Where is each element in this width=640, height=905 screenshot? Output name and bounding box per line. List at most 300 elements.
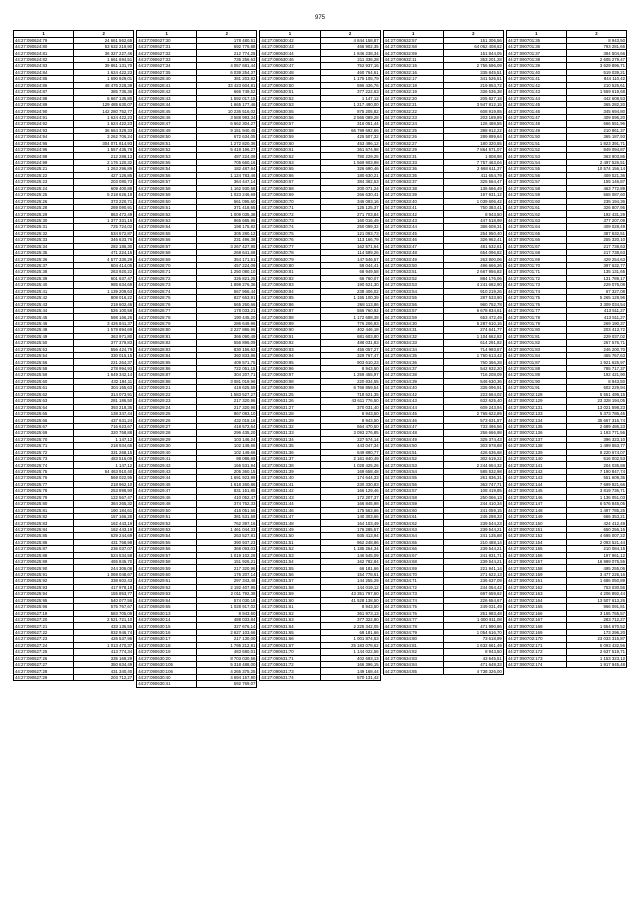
table-header-row (260, 31, 380, 38)
cadastral-number-cell: 44:27:090625:86 (14, 539, 74, 545)
cadastral-number-cell: 44:27:090701:46 (506, 108, 566, 114)
cadastral-number-cell: 44:27:090630:94 (260, 353, 320, 359)
cadastral-number-cell: 44:27:090701:81 (506, 333, 566, 339)
cadastral-number-cell: 44:27:090630:60 (260, 140, 320, 146)
cadastral-number-cell: 44:27:090633:59 (383, 314, 443, 320)
cadastral-value-cell: 6 766 859,54 (320, 385, 380, 391)
cadastral-value-cell: 604 414,05 (74, 262, 134, 268)
cadastral-value-cell: 583 705,09 (74, 610, 134, 616)
cadastral-value-cell: 419 625,59 (197, 385, 257, 391)
cadastral-value-cell: 483 516,09 (74, 456, 134, 462)
cadastral-number-cell: 44:27:090633:50 (383, 262, 443, 268)
cadastral-value-cell: 2 176 120,32 (74, 159, 134, 165)
cadastral-number-cell: 44:27:090624:92 (14, 121, 74, 127)
cadastral-value-cell: 1 001 874,53 (320, 636, 380, 642)
cadastral-value-cell: 1 147,12 (320, 95, 380, 101)
cadastral-number-cell: 44:27:090631:27 (260, 404, 320, 410)
cadastral-number-cell: 44:27:090628:42 (137, 89, 197, 95)
cadastral-value-cell: 246 200,70 (566, 346, 626, 352)
cadastral-value-cell: 2 192 407,95 (197, 584, 257, 590)
cadastral-value-cell: 241 059,15 (443, 507, 503, 513)
cadastral-value-cell: 217 320,96 (197, 565, 257, 571)
cadastral-value-tables (13, 30, 627, 687)
cadastral-number-cell: 44:27:090629:28 (137, 430, 197, 436)
cadastral-number-cell: 44:27:090630:71 (260, 204, 320, 210)
cadastral-number-cell: 44:27:090630:85 (260, 295, 320, 301)
cadastral-value-cell: 126 488,55 (443, 121, 503, 127)
cadastral-value-cell: 884 176,06 (443, 275, 503, 281)
cadastral-value-cell: 103 146,24 (197, 436, 257, 442)
cadastral-number-cell: 44:27:090629:42 (137, 462, 197, 468)
cadastral-number-cell: 44:27:090629:25 (137, 410, 197, 416)
cadastral-number-cell: 44:27:090628:83 (137, 346, 197, 352)
cadastral-number-cell: 44:27:090624:80 (14, 44, 74, 50)
cadastral-value-cell: 384 382,53 (320, 179, 380, 185)
cadastral-value-cell: 2 627 103,66 (197, 629, 257, 635)
cadastral-value-cell: 36 327 227,46 (74, 50, 134, 56)
cadastral-number-cell: 44:27:090701:49 (506, 127, 566, 133)
cadastral-value-cell: 6 667 135,80 (74, 95, 134, 101)
cadastral-value-cell: 113 166,79 (320, 237, 380, 243)
cadastral-value-cell: 793 281,66 (566, 44, 626, 50)
cadastral-value-cell: 556 760,92 (320, 307, 380, 313)
column-header: 2 (320, 31, 380, 38)
cadastral-number-cell: 44:27:090701:65 (506, 230, 566, 236)
cadastral-value-cell: 466 902,35 (320, 44, 380, 50)
cadastral-value-cell: 7 699 821,66 (566, 481, 626, 487)
cadastral-value-cell: 221 264,37 (74, 359, 134, 365)
cadastral-number-cell: 44:27:090630:92 (260, 340, 320, 346)
cadastral-number-cell: 44:27:090701:52 (506, 147, 566, 153)
cadastral-number-cell: 44:27:090701:67 (506, 243, 566, 249)
cadastral-value-cell: 433 136,55 (74, 623, 134, 629)
cadastral-value-cell: 4 844 158,87 (320, 37, 380, 43)
cadastral-number-cell: 44:27:090628:44 (137, 101, 197, 107)
cadastral-value-cell: 664 470,50 (320, 423, 380, 429)
cadastral-value-cell: 227 574,14 (320, 436, 380, 442)
cadastral-number-cell: 44:27:090631:74 (260, 674, 320, 680)
cadastral-value-cell: 41 528 138,50 (320, 597, 380, 603)
cadastral-value-cell: 2 521 721,10 (74, 616, 134, 622)
cadastral-value-cell: 66 799 692,66 (320, 127, 380, 133)
cadastral-number-cell: 44:27:090628:79 (137, 320, 197, 326)
cadastral-number-cell: 44:27:090634:76 (383, 610, 443, 616)
cadastral-value-cell: 808 016,22 (74, 295, 134, 301)
cadastral-number-cell: 44:27:090624:84 (14, 69, 74, 75)
cadastral-number-cell: 44:27:090625:56 (14, 359, 74, 365)
cadastral-number-cell: 44:27:090630:86 (260, 301, 320, 307)
cadastral-number-cell: 44:27:090701:54 (506, 159, 566, 165)
cadastral-number-cell: 44:27:090634:47 (383, 423, 443, 429)
cadastral-number-cell: 44:27:090625:66 (14, 417, 74, 423)
cadastral-number-cell: 44:27:090631:34 (260, 436, 320, 442)
cadastral-number-cell: 44:27:090633:36 (383, 166, 443, 172)
cadastral-number-cell: 44:27:090630:40 (137, 674, 197, 680)
cadastral-value-cell: 8 943,50 (566, 37, 626, 43)
cadastral-number-cell: 44:27:090624:87 (14, 89, 74, 95)
cadastral-value-cell: 205 360,15 (197, 468, 257, 474)
cadastral-number-cell: 44:27:090628:55 (137, 159, 197, 165)
cadastral-value-cell: 524 534,58 (74, 552, 134, 558)
cadastral-number-cell: 44:27:090634:67 (383, 552, 443, 558)
cadastral-number-cell: 44:27:090629:64 (137, 597, 197, 603)
cadastral-number-cell: 44:27:090633:40 (383, 198, 443, 204)
cadastral-number-cell: 44:27:090634:66 (383, 546, 443, 552)
cadastral-value-cell: 327 676,14 (197, 623, 257, 629)
cadastral-number-cell: 44:27:090634:63 (383, 526, 443, 532)
cadastral-value-cell: 832 946,74 (74, 629, 134, 635)
cadastral-value-cell: 716 623,67 (74, 423, 134, 429)
cadastral-number-cell: 44:27:090631:53 (260, 552, 320, 558)
cadastral-value-cell: 402 446,18 (320, 327, 380, 333)
cadastral-number-cell: 44:27:090631:55 (260, 565, 320, 571)
cadastral-value-cell: 154 778,61 (320, 571, 380, 577)
cadastral-number-cell: 44:27:090702:166 (506, 610, 566, 616)
cadastral-number-cell: 44:27:090630:93 (260, 346, 320, 352)
cadastral-value-cell: 609 243,94 (443, 404, 503, 410)
cadastral-value-cell: 1 193 771,56 (566, 430, 626, 436)
cadastral-value-cell: 487 224,09 (197, 153, 257, 159)
cadastral-number-cell: 44:27:090628:49 (137, 127, 197, 133)
cadastral-number-cell: 44:27:090628:57 (137, 179, 197, 185)
cadastral-value-cell: 397 632,77 (566, 262, 626, 268)
cadastral-number-cell: 44:27:090629:59 (137, 565, 197, 571)
cadastral-value-cell: 457 224,09 (197, 262, 257, 268)
cadastral-value-cell: 8 943,50 (197, 610, 257, 616)
cadastral-value-cell: 1 823 391,71 (566, 140, 626, 146)
cadastral-value-cell: 432 194,11 (74, 378, 134, 384)
cadastral-number-cell: 44:27:090702:147 (506, 501, 566, 507)
cadastral-value-cell: 785 717,37 (566, 365, 626, 371)
cadastral-number-cell: 44:27:090701:53 (506, 153, 566, 159)
cadastral-number-cell: 44:27:090625:45 (14, 314, 74, 320)
cadastral-number-cell: 44:27:090630:19 (137, 649, 197, 655)
cadastral-number-cell: 44:27:090702:158 (506, 565, 566, 571)
cadastral-value-cell: 381 203,82 (197, 76, 257, 82)
value-table (383, 30, 504, 675)
cadastral-value-cell: 1 632 661,49 (443, 642, 503, 648)
cadastral-number-cell: 44:27:090632:68 (383, 44, 443, 50)
cadastral-number-cell: 44:27:090632:11 (383, 56, 443, 62)
cadastral-number-cell: 44:27:090632:23 (383, 114, 443, 120)
cadastral-value-cell: 219 602,46 (74, 301, 134, 307)
column-header: 1 (14, 31, 74, 38)
cadastral-number-cell: 44:27:090629:43 (137, 468, 197, 474)
cadastral-value-cell: 697 659,62 (443, 591, 503, 597)
cadastral-number-cell: 44:27:090630:14 (137, 616, 197, 622)
cadastral-value-cell: 23 328 194,05 (566, 398, 626, 404)
cadastral-value-cell: 585 532,98 (443, 468, 503, 474)
cadastral-value-cell: 965 685,96 (197, 217, 257, 223)
cadastral-number-cell: 44:27:090625:89 (14, 559, 74, 565)
cadastral-number-cell: 44:27:090628:88 (137, 378, 197, 384)
cadastral-number-cell: 44:27:090633:37 (383, 179, 443, 185)
page-number: 975 (314, 15, 325, 21)
table-row (137, 681, 257, 687)
cadastral-value-cell: 263 920,22 (74, 269, 134, 275)
cadastral-value-cell: 166 845,98 (320, 501, 380, 507)
cadastral-value-cell: 1 259 455,97 (320, 372, 380, 378)
cadastral-value-cell: 5 218 626,18 (74, 192, 134, 198)
cadastral-number-cell: 44:27:090630:42 (260, 37, 320, 43)
cadastral-value-cell: 2 093 521,44 (566, 539, 626, 545)
cadastral-number-cell: 44:27:090629:60 (137, 571, 197, 577)
cadastral-value-cell: 409 596,20 (566, 114, 626, 120)
table-header-row (137, 31, 257, 38)
cadastral-number-cell: 44:27:090702:144 (506, 481, 566, 487)
cadastral-value-cell: 1 583 527,27 (197, 391, 257, 397)
cadastral-value-cell: 211 336,28 (320, 56, 380, 62)
cadastral-value-cell: 286 649,96 (197, 320, 257, 326)
cadastral-value-cell: 556 424,79 (74, 346, 134, 352)
cadastral-number-cell: 44:27:090631:70 (260, 649, 320, 655)
cadastral-value-cell: 1 461 044,33 (197, 526, 257, 532)
cadastral-number-cell: 44:27:090628:72 (137, 275, 197, 281)
cadastral-value-cell: 250 066,13 (443, 494, 503, 500)
cadastral-number-cell: 44:27:090625:22 (14, 172, 74, 178)
cadastral-number-cell: 44:27:090625:53 (14, 346, 74, 352)
cadastral-number-cell: 44:27:090702:173 (506, 655, 566, 661)
cadastral-value-cell: 255 320,10 (566, 237, 626, 243)
cadastral-value-cell: 151 844,05 (443, 50, 503, 56)
cadastral-number-cell: 44:27:090634:83 (383, 655, 443, 661)
cadastral-value-cell: 609 400,88 (74, 185, 134, 191)
cadastral-value-cell: 182 487,64 (197, 166, 257, 172)
cadastral-number-cell: 44:27:090630:84 (260, 288, 320, 294)
cadastral-number-cell: 44:27:090628:45 (137, 108, 197, 114)
cadastral-number-cell: 44:27:090631:62 (260, 610, 320, 616)
cadastral-number-cell: 44:27:090624:90 (14, 108, 74, 114)
cadastral-value-cell: 236 037,07 (74, 546, 134, 552)
cadastral-value-cell: 244 306,08 (74, 565, 134, 571)
cadastral-number-cell: 44:27:090634:56 (383, 481, 443, 487)
cadastral-number-cell: 44:27:090701:91 (506, 385, 566, 391)
cadastral-value-cell: 35 667 316,74 (566, 417, 626, 423)
cadastral-value-cell: 780 229,25 (320, 153, 380, 159)
cadastral-value-cell: 131 789,17 (566, 275, 626, 281)
cadastral-value-cell: 575 767,67 (74, 604, 134, 610)
cadastral-value-cell: 190 445,20 (197, 314, 257, 320)
cadastral-value-cell: 4 738 326,00 (443, 668, 503, 674)
cadastral-number-cell: 44:27:090628:46 (137, 114, 197, 120)
cadastral-number-cell: 44:27:090631:32 (260, 423, 320, 429)
cadastral-value-cell: 455 767,63 (566, 353, 626, 359)
cadastral-number-cell: 44:27:090632:26 (383, 134, 443, 140)
cadastral-value-cell: 244 054,42 (443, 584, 503, 590)
cadastral-value-cell: 13 507 613,26 (566, 597, 626, 603)
cadastral-number-cell: 44:27:090629:46 (137, 494, 197, 500)
cadastral-value-cell: 488 033,84 (197, 616, 257, 622)
cadastral-value-cell: 297 343,48 (197, 578, 257, 584)
cadastral-number-cell: 44:27:090701:83 (506, 346, 566, 352)
cadastral-value-cell: 1 185 264,34 (320, 546, 380, 552)
cadastral-number-cell: 44:27:090634:75 (383, 604, 443, 610)
cadastral-value-cell: 425 507,32 (320, 134, 380, 140)
cadastral-number-cell: 44:27:090702:145 (506, 488, 566, 494)
cadastral-value-cell: 253 898,90 (74, 488, 134, 494)
cadastral-value-cell: 121 093,73 (320, 230, 380, 236)
cadastral-number-cell: 44:27:090631:49 (260, 526, 320, 532)
cadastral-value-cell: 162 443,19 (74, 526, 134, 532)
cadastral-value-cell: 151 306,56 (443, 37, 503, 43)
cadastral-value-cell: 2 225 342,05 (320, 623, 380, 629)
cadastral-number-cell: 44:27:090627:20 (14, 616, 74, 622)
cadastral-number-cell: 44:27:090625:83 (14, 520, 74, 526)
cadastral-value-cell: 239 544,21 (443, 526, 503, 532)
cadastral-value-cell: 432 019,16 (197, 417, 257, 423)
cadastral-value-cell: 363 903,86 (566, 153, 626, 159)
cadastral-number-cell: 44:27:090702:143 (506, 475, 566, 481)
cadastral-number-cell: 44:27:090624:83 (14, 63, 74, 69)
cadastral-number-cell: 44:27:090631:25 (260, 391, 320, 397)
value-table (136, 30, 257, 688)
cadastral-value-cell: 384 504,66 (566, 50, 626, 56)
cadastral-value-cell: 370 031,40 (320, 404, 380, 410)
cadastral-value-cell: 4 694 157,80 (197, 674, 257, 680)
cadastral-number-cell: 44:27:090631:56 (260, 571, 320, 577)
cadastral-value-cell: 361 574,98 (320, 147, 380, 153)
cadastral-number-cell: 44:27:090631:66 (260, 636, 320, 642)
cadastral-value-cell: 249 031,49 (443, 604, 503, 610)
cadastral-number-cell: 44:27:090627:29 (14, 674, 74, 680)
cadastral-value-cell: 666 749,52 (197, 89, 257, 95)
cadastral-value-cell: 4 577 330,29 (74, 256, 134, 262)
cadastral-number-cell: 44:27:090630:73 (260, 217, 320, 223)
cadastral-value-cell: 1 162 930,58 (197, 185, 257, 191)
cadastral-value-cell: 192 421,90 (566, 372, 626, 378)
cadastral-value-cell: 289 090,91 (74, 204, 134, 210)
cadastral-number-cell: 44:27:090630:95 (260, 359, 320, 365)
cadastral-number-cell: 44:27:090634:42 (383, 391, 443, 397)
cadastral-value-cell: 220 834,55 (320, 378, 380, 384)
cadastral-value-cell: 1 690 929,01 (74, 76, 134, 82)
cadastral-number-cell: 44:27:090628:71 (137, 269, 197, 275)
cadastral-value-cell: 488 031,83 (320, 340, 380, 346)
cadastral-value-cell: 4 206 892,44 (566, 591, 626, 597)
cadastral-value-cell: 235 194,36 (566, 198, 626, 204)
cadastral-value-cell: 125 125,37 (320, 204, 380, 210)
cadastral-value-cell: 54 463 910,40 (74, 468, 134, 474)
cadastral-number-cell: 44:27:090631:50 (260, 533, 320, 539)
cadastral-number-cell: 44:27:090633:41 (383, 204, 443, 210)
cadastral-number-cell: 44:27:090701:51 (506, 140, 566, 146)
column-header: 1 (383, 31, 443, 38)
cadastral-number-cell: 44:27:090632:20 (383, 95, 443, 101)
cadastral-number-cell: 44:27:090702:170 (506, 636, 566, 642)
cadastral-value-cell: 268 113,86 (320, 301, 380, 307)
cadastral-number-cell: 44:27:090633:57 (383, 307, 443, 313)
cadastral-number-cell: 44:27:090631:71 (260, 655, 320, 661)
cadastral-number-cell: 44:27:090634:85 (383, 668, 443, 674)
cadastral-value-cell: 666 353,21 (566, 513, 626, 519)
cadastral-value-cell: 426 537,96 (74, 636, 134, 642)
cadastral-value-cell: 1 691 923,99 (197, 475, 257, 481)
cadastral-number-cell: 44:27:090628:76 (137, 301, 197, 307)
cadastral-value-cell: 2 244 654,32 (443, 462, 503, 468)
cadastral-number-cell: 44:27:090630:105 (137, 662, 197, 668)
cadastral-value-cell: 863 472,49 (74, 211, 134, 217)
cadastral-number-cell: 44:27:090625:37 (14, 262, 74, 268)
cadastral-number-cell: 44:27:090630:97 (260, 372, 320, 378)
cadastral-value-cell: 226 654,67 (443, 597, 503, 603)
cadastral-number-cell: 44:27:090629:40 (137, 449, 197, 455)
cadastral-value-cell: 166 129,46 (320, 488, 380, 494)
cadastral-number-cell: 44:27:090630:91 (260, 333, 320, 339)
cadastral-number-cell: 44:27:090630:16 (137, 629, 197, 635)
cadastral-number-cell: 44:27:090634:52 (383, 456, 443, 462)
cadastral-number-cell: 44:27:090628:82 (137, 340, 197, 346)
cadastral-number-cell: 44:27:090625:50 (14, 340, 74, 346)
cadastral-number-cell: 44:27:090630:43 (260, 44, 320, 50)
cadastral-number-cell: 44:27:090702:161 (506, 578, 566, 584)
cadastral-value-cell: 495 255,06 (566, 565, 626, 571)
value-table (13, 30, 134, 681)
cadastral-number-cell: 44:27:090631:42 (260, 488, 320, 494)
cadastral-value-cell: 1 686 050,89 (566, 578, 626, 584)
cadastral-value-cell: 239 544,21 (443, 546, 503, 552)
cadastral-number-cell: 44:27:090628:66 (137, 237, 197, 243)
cadastral-value-cell: 67 327,08 (566, 288, 626, 294)
cadastral-value-cell: 429 254,63 (566, 256, 626, 262)
cadastral-number-cell: 44:27:090631:52 (260, 546, 320, 552)
cadastral-value-cell: 377 322,80 (320, 616, 380, 622)
cadastral-number-cell: 44:27:090631:39 (260, 468, 320, 474)
cadastral-value-cell: 203 712,27 (74, 674, 134, 680)
cadastral-number-cell: 44:27:090628:54 (137, 166, 197, 172)
cadastral-value-cell: 1 846 238,34 (320, 50, 380, 56)
cadastral-value-cell: 409 521,36 (566, 172, 626, 178)
cadastral-number-cell: 44:27:090630:13 (137, 610, 197, 616)
cadastral-number-cell: 44:27:090625:28 (14, 204, 74, 210)
cadastral-number-cell: 44:27:090629:45 (137, 481, 197, 487)
cadastral-number-cell: 44:27:090628:85 (137, 359, 197, 365)
cadastral-value-cell: 1 592 017,15 (197, 95, 257, 101)
cadastral-number-cell: 44:27:090701:42 (506, 82, 566, 88)
cadastral-value-cell: 1 624 422,23 (74, 114, 134, 120)
column-header: 2 (74, 31, 134, 38)
cadastral-value-cell: 166 396,15 (320, 662, 380, 668)
cadastral-value-cell: 212 288,13 (74, 153, 134, 159)
cadastral-number-cell: 44:27:090630:41 (137, 681, 197, 687)
cadastral-value-cell: 304 207,71 (197, 372, 257, 378)
cadastral-number-cell: 44:27:090630:48 (260, 69, 320, 75)
cadastral-value-cell: 546 630,36 (443, 378, 503, 384)
cadastral-number-cell: 44:27:090633:46 (383, 237, 443, 243)
cadastral-number-cell: 44:27:090625:76 (14, 475, 74, 481)
column-header: 1 (260, 31, 320, 38)
cadastral-number-cell: 44:27:090702:139 (506, 449, 566, 455)
cadastral-value-cell: 198 175,82 (197, 224, 257, 230)
cadastral-value-cell: 3 477 226,16 (566, 571, 626, 577)
cadastral-value-cell: 10 574 156,14 (566, 166, 626, 172)
cadastral-value-cell: 271 622,13 (443, 571, 503, 577)
cadastral-number-cell: 44:27:090701:69 (506, 256, 566, 262)
cadastral-value-cell: 2 637 519,71 (566, 649, 626, 655)
cadastral-number-cell: 44:27:090630:58 (260, 127, 320, 133)
cadastral-number-cell: 44:27:090627:19 (14, 610, 74, 616)
column-header: 2 (566, 31, 626, 38)
cadastral-value-cell: 210 488,14 (443, 539, 503, 545)
cadastral-value-cell: 2 689 486,23 (566, 423, 626, 429)
cadastral-number-cell: 44:27:090634:36 (383, 359, 443, 365)
cadastral-number-cell: 44:27:090625:88 (14, 552, 74, 558)
cadastral-value-cell: 73 618,99 (443, 636, 503, 642)
cadastral-value-cell: 3 309 034,54 (566, 301, 626, 307)
cadastral-number-cell: 44:27:090630:74 (260, 224, 320, 230)
cadastral-number-cell: 44:27:090630:72 (260, 211, 320, 217)
cadastral-number-cell: 44:27:090701:47 (506, 114, 566, 120)
cadastral-value-cell: 614 291,82 (443, 340, 503, 346)
